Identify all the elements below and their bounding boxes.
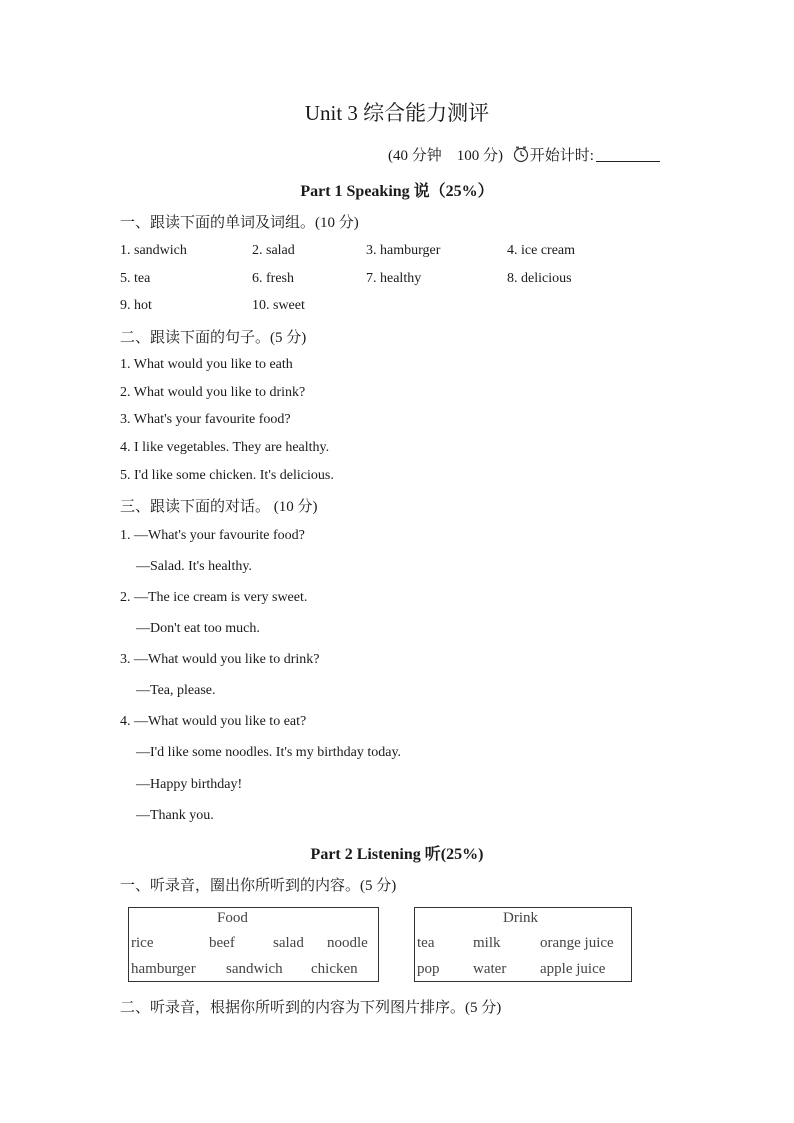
box-word[interactable]: pop	[417, 961, 440, 977]
page-title: Unit 3 综合能力测评	[304, 101, 490, 125]
box-word[interactable]: water	[473, 961, 507, 977]
word-item: 6. fresh	[252, 271, 294, 286]
p1-sec3-heading: 三、跟读下面的对话。 (10 分)	[120, 499, 318, 515]
dialogue-line: —I'd like some noodles. It's my birthday today.	[136, 745, 402, 760]
dialogue-line: —Salad. It's healthy.	[136, 559, 252, 574]
p2-sec1-heading: 一、听录音，圈出你所听到的内容。(5 分)	[120, 878, 397, 894]
clock-icon	[513, 146, 529, 163]
dialogue-line: 2. —The ice cream is very sweet.	[120, 590, 308, 605]
box-title: Food	[217, 910, 248, 926]
part2-heading: Part 2 Listening 听(25%)	[310, 846, 484, 863]
sentence-item: 4. I like vegetables. They are healthy.	[120, 440, 330, 455]
box-word[interactable]: salad	[273, 935, 304, 951]
box-word[interactable]: hamburger	[131, 961, 196, 977]
p2-sec2-heading: 二、听录音，根据你所听到的内容为下列图片排序。(5 分)	[120, 1000, 502, 1016]
box-word[interactable]: chicken	[311, 961, 358, 977]
box-word[interactable]: noodle	[327, 935, 368, 951]
box-word[interactable]: rice	[131, 935, 154, 951]
word-item: 7. healthy	[366, 271, 422, 286]
box-word[interactable]: orange juice	[540, 935, 614, 951]
dialogue-line: —Happy birthday!	[136, 777, 243, 792]
word-item: 1. sandwich	[120, 243, 187, 258]
food-word-box	[128, 907, 379, 982]
word-item: 8. delicious	[507, 271, 572, 286]
word-item: 9. hot	[120, 298, 152, 313]
dialogue-line: —Thank you.	[136, 808, 214, 823]
sentence-item: 2. What would you like to drink?	[120, 385, 306, 400]
box-word[interactable]: milk	[473, 935, 501, 951]
word-item: 3. hamburger	[366, 243, 441, 258]
sentence-item: 3. What's your favourite food?	[120, 412, 291, 427]
p1-sec1-heading: 一、跟读下面的单词及词组。(10 分)	[120, 215, 359, 231]
sentence-item: 5. I'd like some chicken. It's delicious.	[120, 468, 334, 483]
timing-line	[388, 144, 660, 165]
box-word[interactable]: apple juice	[540, 961, 606, 977]
box-title: Drink	[503, 910, 538, 926]
dialogue-line: —Tea, please.	[136, 683, 216, 698]
start-timer-label: 开始计时:	[529, 148, 594, 164]
word-item: 2. salad	[252, 243, 295, 258]
p1-sec2-heading: 二、跟读下面的句子。(5 分)	[120, 330, 307, 346]
dialogue-line: —Don't eat too much.	[136, 621, 260, 636]
dialogue-line: 1. —What's your favourite food?	[120, 528, 305, 543]
box-word[interactable]: sandwich	[226, 961, 283, 977]
word-item: 4. ice cream	[507, 243, 576, 258]
dialogue-line: 3. —What would you like to drink?	[120, 652, 320, 667]
drink-word-box	[414, 907, 632, 982]
word-item: 5. tea	[120, 271, 151, 286]
sentence-item: 1. What would you like to eath	[120, 357, 293, 372]
part1-heading: Part 1 Speaking 说（25%）	[300, 183, 494, 200]
box-word[interactable]: beef	[209, 935, 235, 951]
box-word[interactable]: tea	[417, 935, 435, 951]
timer-blank[interactable]	[596, 147, 660, 162]
word-item: 10. sweet	[252, 298, 305, 313]
dialogue-line: 4. —What would you like to eat?	[120, 714, 307, 729]
duration-text: (40 分钟 100 分)	[388, 148, 503, 164]
